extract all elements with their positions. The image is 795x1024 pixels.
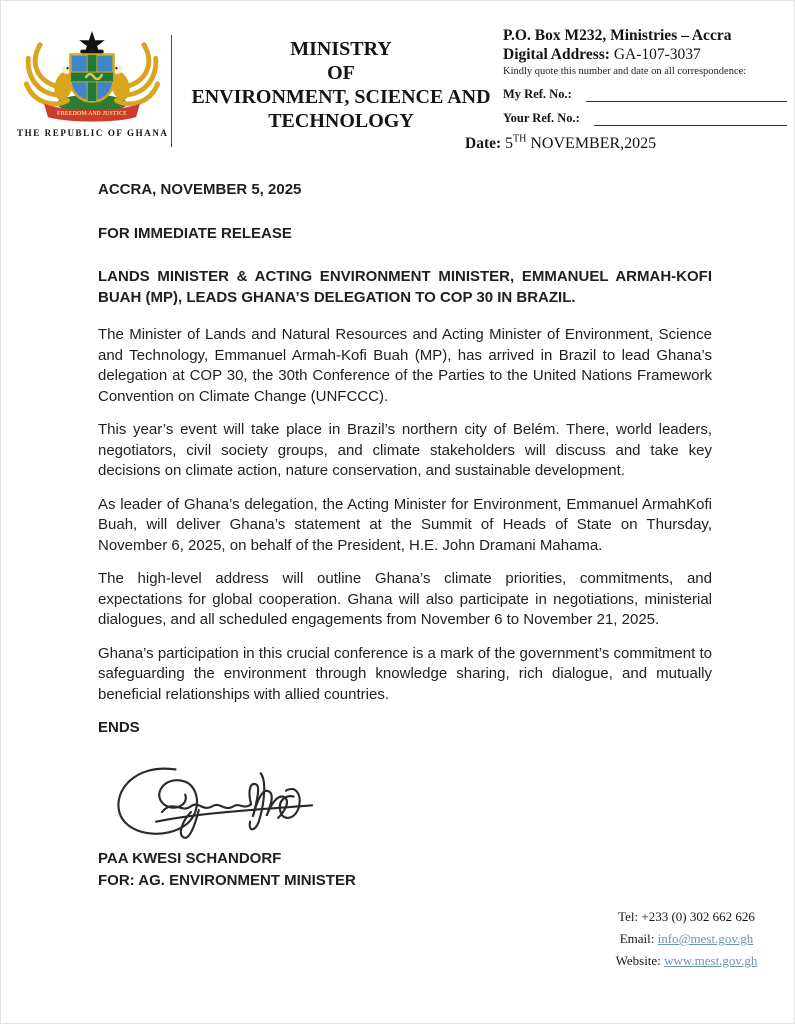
footer-website-label: Website: xyxy=(615,953,665,968)
header-divider xyxy=(171,35,172,147)
footer-email-label: Email: xyxy=(619,931,658,946)
dateline: ACCRA, NOVEMBER 5, 2025 xyxy=(98,181,302,198)
signatory xyxy=(98,848,712,892)
title-line-2: OF xyxy=(327,62,355,84)
correspondence-note: Kindly quote this number and date on all correspondence: xyxy=(503,66,747,77)
ends-marker: ENDS xyxy=(98,719,140,736)
ribbon-motto: FREEDOM AND JUSTICE xyxy=(57,111,128,118)
title-line-4: TECHNOLOGY xyxy=(268,110,414,132)
ghana-coat-of-arms-icon xyxy=(18,29,166,125)
date-row xyxy=(465,135,656,153)
footer-contact xyxy=(589,906,784,972)
press-paragraph: This year’s event will take place in Brazil’s northern city of Belém. There, world leaders, negotiators, civil society groups, and climate stakeholders will discuss and take key decisions on climate action, nature conservation, and sustainable development. xyxy=(98,421,712,479)
title-line-3: ENVIRONMENT, SCIENCE AND xyxy=(191,86,491,108)
footer-email-row xyxy=(589,928,784,950)
title-line-1: MINISTRY xyxy=(290,38,392,60)
press-paragraph: The high-level address will outline Ghana’s climate priorities, commitments, and expectations for global cooperation. Ghana will also participate in negotiations, ministerial dialogues, and all scheduled engagements from November 6 to November 21, 2025. xyxy=(98,570,712,628)
website-link[interactable]: www.mest.gov.gh xyxy=(664,953,758,968)
your-ref-row xyxy=(503,111,791,126)
press-paragraph: The Minister of Lands and Natural Resources and Acting Minister of Environment, Science and Technology, Emmanuel Armah-Kofi Buah (MP), has arrived in Brazil to lead Ghana’s delegation at COP 30, the 30th Conference of the Parties to the United Nations Framework Convention on Climate Change (UNFCCC). xyxy=(98,326,712,405)
press-paragraph: As leader of Ghana’s delegation, the Acting Minister for Environment, Emmanuel ArmahKofi Buah, will deliver Ghana’s statement at the Summit of Heads of State on Thursday, November 6, 2025, on behalf of the President, H.E. John Dramani Mahama. xyxy=(98,495,712,554)
footer-website-row xyxy=(589,950,784,972)
headline: LANDS MINISTER & ACTING ENVIRONMENT MINISTER, EMMANUEL ARMAH-KOFI BUAH (MP), LEADS GHANA’S DELEGATION TO COP 30 IN BRAZIL. xyxy=(98,268,712,306)
press-release-body xyxy=(98,180,712,892)
your-ref-blank-line xyxy=(594,115,787,126)
digital-address xyxy=(503,45,791,64)
ministry-title xyxy=(177,37,505,133)
release-line: FOR IMMEDIATE RELEASE xyxy=(98,224,292,242)
signatory-name: PAA KWESI SCHANDORF xyxy=(98,849,282,867)
digital-address-label: Digital Address: xyxy=(503,46,610,63)
press-paragraph: Ghana’s participation in this crucial conference is a mark of the government’s commitment to safeguarding the environment through knowledge sharing, rich dialogue, and mutually beneficial relationships with allied countries. xyxy=(98,644,712,703)
republic-caption: THE REPUBLIC OF GHANA xyxy=(17,128,169,138)
contact-block xyxy=(503,26,791,126)
signatory-title: FOR: AG. ENVIRONMENT MINISTER xyxy=(98,871,356,889)
footer-tel: Tel: +233 (0) 302 662 626 xyxy=(618,909,755,924)
po-box: P.O. Box M232, Ministries – Accra xyxy=(503,27,732,44)
signature-block xyxy=(102,752,712,844)
my-ref-label: My Ref. No.: xyxy=(503,87,572,101)
date-value: 5TH NOVEMBER,2025 xyxy=(505,133,657,152)
signature-icon xyxy=(102,752,342,844)
my-ref-row xyxy=(503,87,791,102)
digital-address-value: GA-107-3037 xyxy=(613,46,701,63)
date-label: Date: xyxy=(465,135,502,152)
ghana-logo-block xyxy=(17,29,167,138)
email-link[interactable]: info@mest.gov.gh xyxy=(657,931,754,946)
your-ref-label: Your Ref. No.: xyxy=(503,111,580,125)
my-ref-blank-line xyxy=(586,91,787,102)
